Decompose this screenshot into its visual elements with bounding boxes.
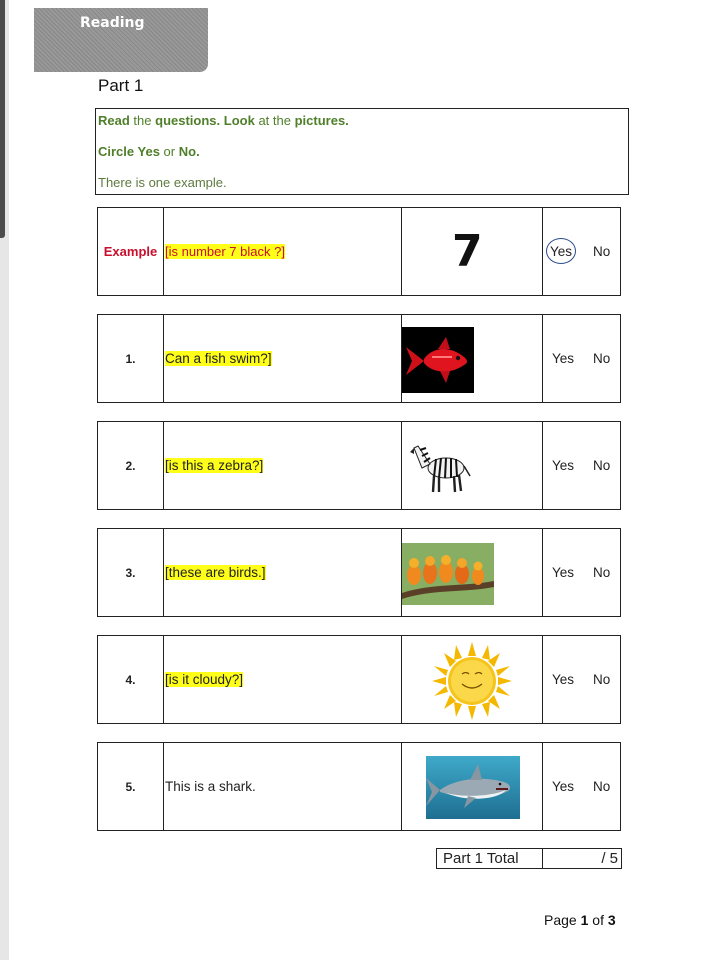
part-total-score: / 5: [601, 850, 618, 867]
example-row: [97, 207, 621, 296]
shark-picture: [426, 756, 520, 819]
question-text: [is this a zebra?]: [165, 458, 264, 473]
question-text: Can a fish swim?]: [165, 351, 272, 366]
example-label: Example: [103, 244, 158, 259]
question-row-5: [97, 742, 621, 831]
question-text-cell: [164, 636, 402, 723]
part-total-label: Part 1 Total: [437, 849, 543, 868]
yes-option[interactable]: Yes: [552, 565, 575, 580]
question-row-1: [97, 314, 621, 403]
example-picture-cell: [402, 208, 543, 295]
answer-cell: [543, 315, 622, 402]
no-option[interactable]: No: [593, 672, 611, 687]
answer-cell: [543, 422, 622, 509]
answer-cell: [543, 636, 622, 723]
question-row-2: [97, 421, 621, 510]
instruction-line-2: Circle Yes or No.: [98, 144, 200, 159]
section-tab-label: Reading: [80, 15, 145, 31]
question-picture-cell: [402, 636, 543, 723]
question-number: 2.: [98, 422, 164, 509]
zebra-picture: [410, 438, 472, 494]
question-text-cell: [164, 422, 402, 509]
part-title: Part 1: [98, 76, 144, 95]
number-seven-picture: 7: [452, 226, 483, 277]
yes-option[interactable]: Yes: [552, 351, 575, 366]
question-text: This is a shark.: [165, 779, 256, 794]
yes-option[interactable]: Yes: [552, 672, 575, 687]
question-row-4: [97, 635, 621, 724]
example-yes[interactable]: Yes: [550, 244, 573, 259]
question-text: [is it cloudy?]: [165, 672, 244, 687]
instruction-line-1: Read the questions. Look at the pictures.: [98, 113, 349, 128]
answer-cell: [543, 743, 622, 830]
question-picture-cell: [402, 529, 543, 616]
instruction-line-3: There is one example.: [98, 175, 227, 190]
question-number: 4.: [98, 636, 164, 723]
example-answer-cell: [543, 208, 622, 295]
no-option[interactable]: No: [593, 458, 611, 473]
example-question-cell: [164, 208, 402, 295]
question-text-cell: [164, 529, 402, 616]
question-picture-cell: [402, 422, 543, 509]
part-total-box: [436, 848, 622, 869]
no-option[interactable]: No: [593, 351, 611, 366]
question-number: 1.: [98, 315, 164, 402]
question-row-3: [97, 528, 621, 617]
example-no[interactable]: No: [593, 244, 611, 259]
fish-picture: [402, 327, 474, 393]
example-label-cell: [98, 208, 164, 295]
question-picture-cell: [402, 315, 543, 402]
question-text-cell: [164, 743, 402, 830]
no-option[interactable]: No: [593, 565, 611, 580]
answer-cell: [543, 529, 622, 616]
section-tab: [34, 8, 208, 72]
sun-picture: [432, 642, 512, 720]
question-number: 3.: [98, 529, 164, 616]
no-option[interactable]: No: [593, 779, 611, 794]
question-text-cell: [164, 315, 402, 402]
page-number: Page 1 of 3: [544, 912, 616, 928]
scroll-indicator[interactable]: [0, 0, 5, 238]
yes-option[interactable]: Yes: [552, 458, 575, 473]
instructions-box: [95, 108, 629, 195]
question-number: 5.: [98, 743, 164, 830]
yes-option[interactable]: Yes: [552, 779, 575, 794]
question-text: [these are birds.]: [165, 565, 266, 580]
birds-picture: [402, 543, 494, 605]
question-picture-cell: [402, 743, 543, 830]
example-question: [is number 7 black ?]: [165, 244, 285, 259]
